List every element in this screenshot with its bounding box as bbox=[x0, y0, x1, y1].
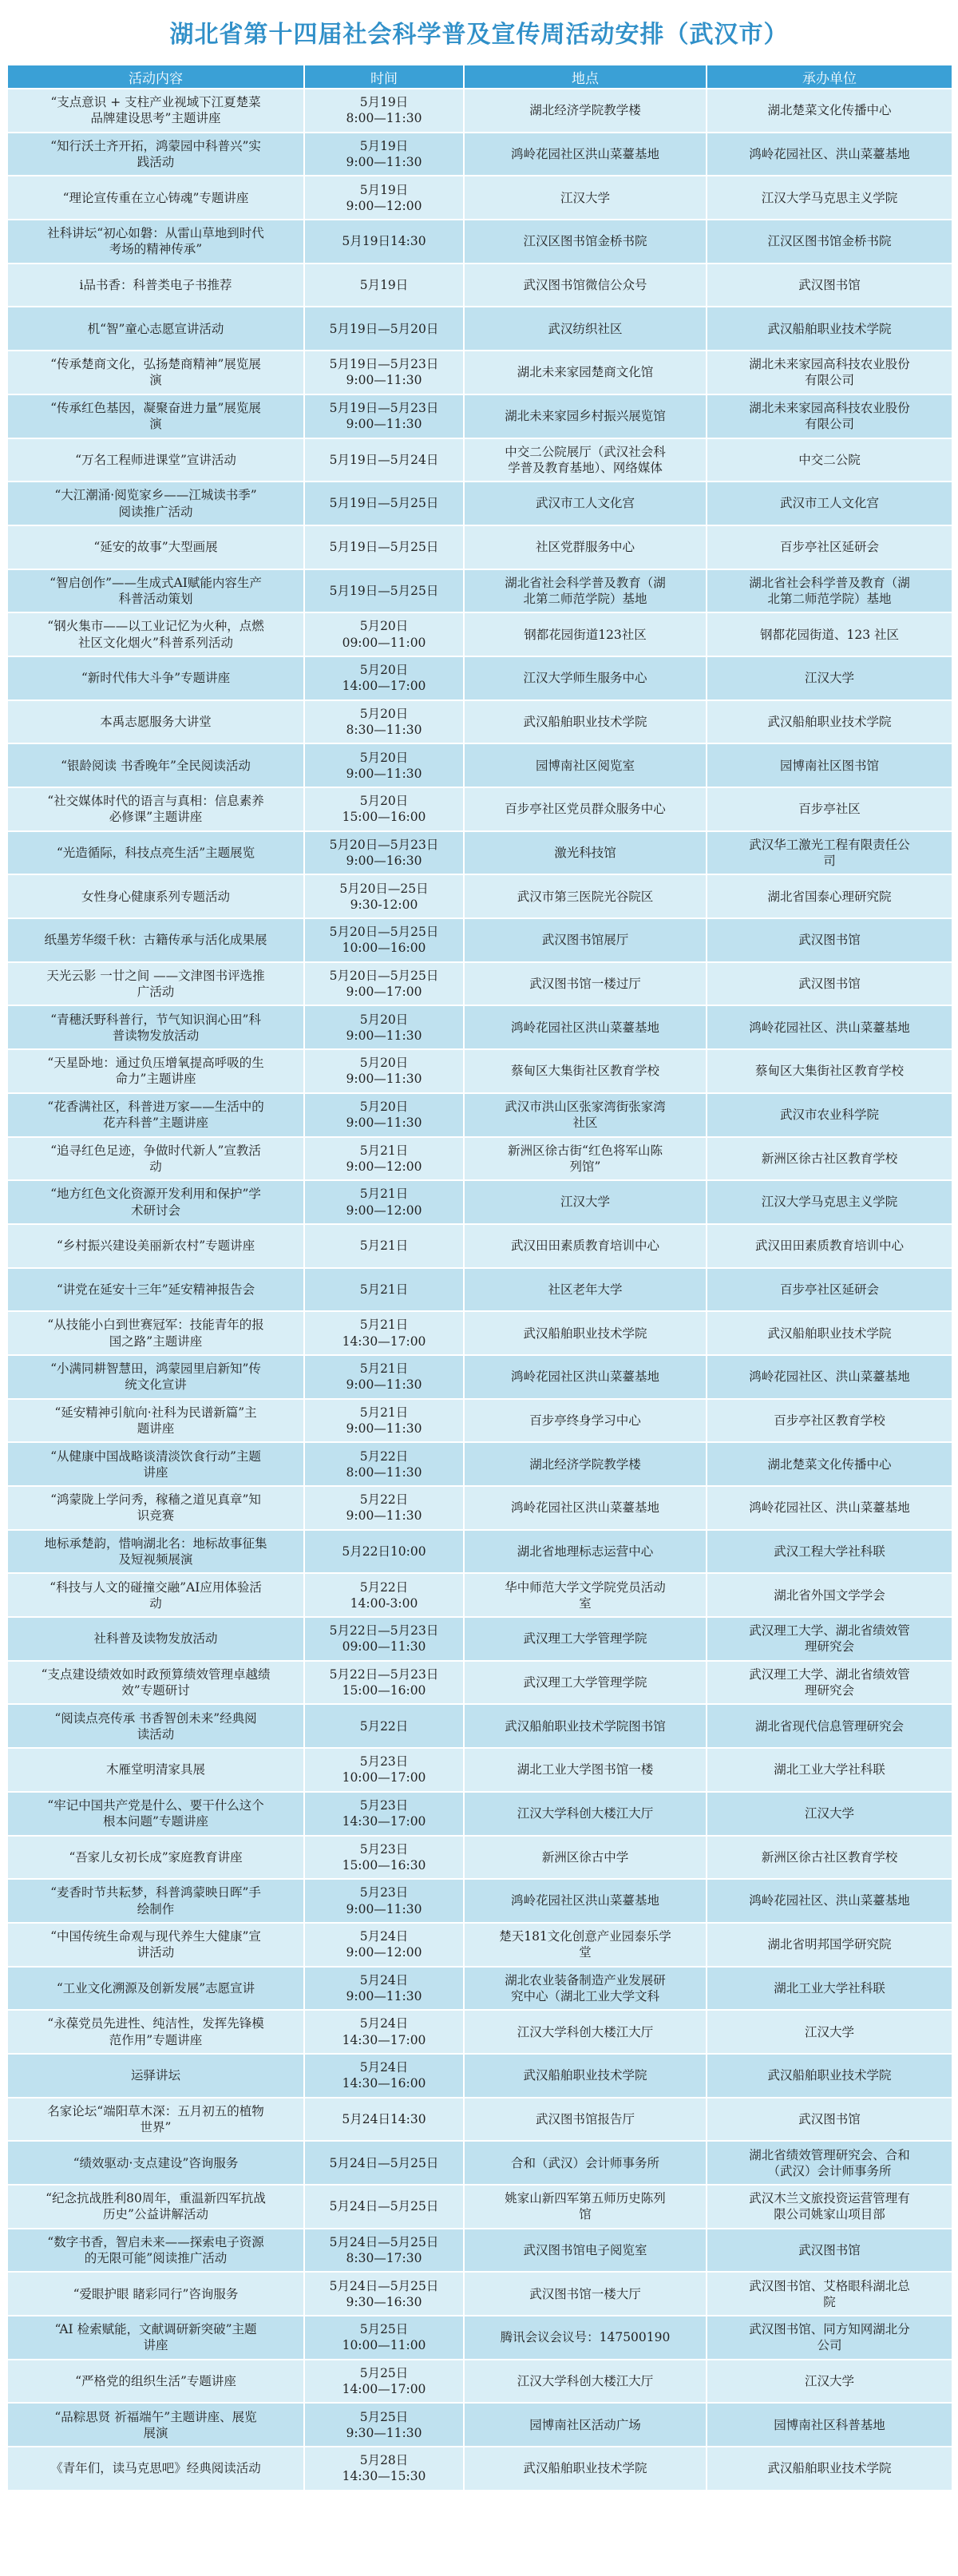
time-cell: 5月21日 9:00—12:00 bbox=[304, 1180, 464, 1224]
time-cell: 5月20日—5月23日 9:00—16:30 bbox=[304, 831, 464, 875]
table-row bbox=[7, 1748, 952, 1792]
activity-cell: “支点建设绩效如时政预算绩效管理卓越绩 效”专题研讨 bbox=[7, 1661, 304, 1705]
table-row bbox=[7, 1661, 952, 1705]
table-row bbox=[7, 1792, 952, 1836]
location-cell: 激光科技馆 bbox=[464, 831, 707, 875]
activity-cell: “新时代伟大斗争”专题讲座 bbox=[7, 656, 304, 700]
time-cell: 5月20日—5月25日 10:00—16:00 bbox=[304, 918, 464, 962]
time-cell: 5月19日 9:00—11:30 bbox=[304, 133, 464, 176]
table-row bbox=[7, 2316, 952, 2360]
location-cell: 武汉理工大学管理学院 bbox=[464, 1617, 707, 1661]
column-header-time: 时间 bbox=[304, 65, 464, 89]
organizer-cell: 湖北省外国文学学会 bbox=[707, 1573, 952, 1617]
location-cell: 武汉图书馆电子阅览室 bbox=[464, 2229, 707, 2273]
table-row bbox=[7, 133, 952, 176]
table-row bbox=[7, 220, 952, 264]
activity-cell: “传承红色基因，凝聚奋进力量”展览展 演 bbox=[7, 394, 304, 438]
organizer-cell: 鸿岭花园社区、洪山菜薹基地 bbox=[707, 1486, 952, 1530]
time-cell: 5月20日 15:00—16:00 bbox=[304, 787, 464, 831]
table-row bbox=[7, 89, 952, 133]
location-cell: 园博南社区阅览室 bbox=[464, 743, 707, 787]
organizer-cell: 鸿岭花园社区、洪山菜薹基地 bbox=[707, 1005, 952, 1049]
location-cell: 鸿岭花园社区洪山菜薹基地 bbox=[464, 1355, 707, 1399]
location-cell: 合和（武汉）会计师事务所 bbox=[464, 2141, 707, 2185]
location-cell: 江汉大学科创大楼江大厅 bbox=[464, 1792, 707, 1836]
table-row bbox=[7, 525, 952, 569]
activity-cell: “数字书香，智启未来——探索电子资源 的无限可能”阅读推广活动 bbox=[7, 2229, 304, 2273]
activity-cell: “天星卧地：通过负压增氧提高呼吸的生 命力”主题讲座 bbox=[7, 1049, 304, 1093]
table-row bbox=[7, 2272, 952, 2316]
organizer-cell: 中交二公院 bbox=[707, 438, 952, 482]
activity-cell: “吾家儿女初长成”家庭教育讲座 bbox=[7, 1836, 304, 1880]
time-cell: 5月24日—5月25日 8:30—17:30 bbox=[304, 2229, 464, 2273]
location-cell: 姚家山新四军第五师历史陈列 馆 bbox=[464, 2185, 707, 2229]
location-cell: 江汉大学 bbox=[464, 176, 707, 220]
location-cell: 腾讯会议会议号：147500190 bbox=[464, 2316, 707, 2360]
activity-cell: “追寻红色足迹，争做时代新人”宣教活 动 bbox=[7, 1137, 304, 1181]
location-cell: 百步亭终身学习中心 bbox=[464, 1399, 707, 1443]
organizer-cell: 湖北省社会科学普及教育（湖 北第二师范学院）基地 bbox=[707, 569, 952, 613]
activity-cell: “麦香时节共耘梦，科普鸿蒙映日晖”手 绘制作 bbox=[7, 1879, 304, 1923]
table-row bbox=[7, 394, 952, 438]
location-cell: 武汉船舶职业技术学院 bbox=[464, 2447, 707, 2491]
location-cell: 新洲区徐古街“红色将军山陈 列馆” bbox=[464, 1137, 707, 1181]
activity-cell: “花香满社区，科普进万家——生活中的 花卉科普”主题讲座 bbox=[7, 1093, 304, 1137]
organizer-cell: 园博南社区图书馆 bbox=[707, 743, 952, 787]
location-cell: 武汉图书馆报告厅 bbox=[464, 2098, 707, 2142]
organizer-cell: 武汉图书馆 bbox=[707, 2229, 952, 2273]
location-cell: 武汉图书馆展厅 bbox=[464, 918, 707, 962]
time-cell: 5月24日 14:30—17:00 bbox=[304, 2010, 464, 2054]
table-header-row bbox=[7, 65, 952, 89]
time-cell: 5月22日—5月23日 09:00—11:30 bbox=[304, 1617, 464, 1661]
organizer-cell: 湖北省现代信息管理研究会 bbox=[707, 1704, 952, 1748]
activity-cell: “地方红色文化资源开发利用和保护”学 术研讨会 bbox=[7, 1180, 304, 1224]
location-cell: 鸿岭花园社区洪山菜薹基地 bbox=[464, 1005, 707, 1049]
time-cell: 5月19日—5月25日 bbox=[304, 482, 464, 525]
time-cell: 5月21日 bbox=[304, 1224, 464, 1268]
table-row bbox=[7, 2403, 952, 2447]
location-cell: 武汉图书馆一楼过厅 bbox=[464, 962, 707, 1006]
activity-cell: “从技能小白到世赛冠军：技能青年的报 国之路”主题讲座 bbox=[7, 1311, 304, 1355]
table-row bbox=[7, 307, 952, 351]
organizer-cell: 江汉大学 bbox=[707, 2010, 952, 2054]
table-row bbox=[7, 1573, 952, 1617]
location-cell: 江汉大学科创大楼江大厅 bbox=[464, 2360, 707, 2404]
location-cell: 武汉图书馆微信公众号 bbox=[464, 264, 707, 307]
organizer-cell: 武汉船舶职业技术学院 bbox=[707, 700, 952, 744]
activity-cell: “小满同耕智慧田，鸿蒙园里启新知”传 统文化宣讲 bbox=[7, 1355, 304, 1399]
activity-schedule-table bbox=[6, 64, 953, 2491]
location-cell: 武汉理工大学管理学院 bbox=[464, 1661, 707, 1705]
activity-cell: “银龄阅读 书香晚年”全民阅读活动 bbox=[7, 743, 304, 787]
organizer-cell: 江汉大学 bbox=[707, 2360, 952, 2404]
table-row bbox=[7, 1049, 952, 1093]
organizer-cell: 武汉图书馆 bbox=[707, 962, 952, 1006]
time-cell: 5月21日 9:00—11:30 bbox=[304, 1399, 464, 1443]
table-row bbox=[7, 2360, 952, 2404]
location-cell: 武汉市第三医院光谷院区 bbox=[464, 874, 707, 918]
table-row bbox=[7, 1617, 952, 1661]
time-cell: 5月19日—5月24日 bbox=[304, 438, 464, 482]
activity-cell: 地标承楚韵，惜响湖北名：地标故事征集 及短视频展演 bbox=[7, 1530, 304, 1574]
location-cell: 湖北未来家园楚商文化馆 bbox=[464, 351, 707, 394]
location-cell: 武汉船舶职业技术学院 bbox=[464, 2054, 707, 2098]
organizer-cell: 湖北楚菜文化传播中心 bbox=[707, 89, 952, 133]
organizer-cell: 百步亭社区延研会 bbox=[707, 1268, 952, 1312]
table-row bbox=[7, 1967, 952, 2011]
organizer-cell: 江汉大学马克思主义学院 bbox=[707, 1180, 952, 1224]
activity-cell: “讲党在延安十三年”延安精神报告会 bbox=[7, 1268, 304, 1312]
table-row bbox=[7, 1311, 952, 1355]
table-row bbox=[7, 2098, 952, 2142]
activity-cell: “知行沃土齐开拓，鸿蒙园中科普兴”实 践活动 bbox=[7, 133, 304, 176]
organizer-cell: 武汉市工人文化宫 bbox=[707, 482, 952, 525]
location-cell: 鸿岭花园社区洪山菜薹基地 bbox=[464, 1486, 707, 1530]
table-row bbox=[7, 743, 952, 787]
table-row bbox=[7, 656, 952, 700]
location-cell: 武汉市洪山区张家湾街张家湾 社区 bbox=[464, 1093, 707, 1137]
location-cell: 湖北工业大学图书馆一楼 bbox=[464, 1748, 707, 1792]
activity-cell: “支点意识 + 支柱产业视域下江夏楚菜 品牌建设思考”主题讲座 bbox=[7, 89, 304, 133]
activity-cell: “光造循际，科技点亮生活”主题展览 bbox=[7, 831, 304, 875]
activity-cell: “延安的故事”大型画展 bbox=[7, 525, 304, 569]
column-header-location: 地点 bbox=[464, 65, 707, 89]
activity-cell: “科技与人文的碰撞交融”AI应用体验活 动 bbox=[7, 1573, 304, 1617]
time-cell: 5月23日 14:30—17:00 bbox=[304, 1792, 464, 1836]
column-header-organizer: 承办单位 bbox=[707, 65, 952, 89]
organizer-cell: 新洲区徐古社区教育学校 bbox=[707, 1137, 952, 1181]
organizer-cell: 江汉大学 bbox=[707, 656, 952, 700]
location-cell: 武汉市工人文化宫 bbox=[464, 482, 707, 525]
location-cell: 湖北经济学院教学楼 bbox=[464, 89, 707, 133]
table-row bbox=[7, 1355, 952, 1399]
activity-cell: 纸墨芳华缀千秋：古籍传承与活化成果展 bbox=[7, 918, 304, 962]
table-row bbox=[7, 1486, 952, 1530]
activity-cell: “延安精神引航向·社科为民谱新篇”主 题讲座 bbox=[7, 1399, 304, 1443]
location-cell: 园博南社区活动广场 bbox=[464, 2403, 707, 2447]
location-cell: 武汉船舶职业技术学院 bbox=[464, 1311, 707, 1355]
table-row bbox=[7, 1704, 952, 1748]
table-row bbox=[7, 1224, 952, 1268]
activity-cell: 天光云影 一廿之间 ——文津图书评选推 广活动 bbox=[7, 962, 304, 1006]
table-row bbox=[7, 482, 952, 525]
activity-cell: “爱眼护眼 睹彩同行”咨询服务 bbox=[7, 2272, 304, 2316]
time-cell: 5月19日 bbox=[304, 264, 464, 307]
activity-cell: “鸿蒙陇上学问秀，稼穑之道见真章”知 识竞赛 bbox=[7, 1486, 304, 1530]
activity-cell: 女性身心健康系列专题活动 bbox=[7, 874, 304, 918]
table-row bbox=[7, 1836, 952, 1880]
location-cell: 武汉船舶职业技术学院图书馆 bbox=[464, 1704, 707, 1748]
time-cell: 5月19日—5月23日 9:00—11:30 bbox=[304, 394, 464, 438]
organizer-cell: 湖北省国泰心理研究院 bbox=[707, 874, 952, 918]
time-cell: 5月19日—5月20日 bbox=[304, 307, 464, 351]
time-cell: 5月24日14:30 bbox=[304, 2098, 464, 2142]
table-row bbox=[7, 1005, 952, 1049]
organizer-cell: 武汉图书馆 bbox=[707, 918, 952, 962]
time-cell: 5月19日—5月25日 bbox=[304, 525, 464, 569]
location-cell: 江汉大学科创大楼江大厅 bbox=[464, 2010, 707, 2054]
time-cell: 5月25日 9:30—11:30 bbox=[304, 2403, 464, 2447]
activity-cell: “纪念抗战胜利80周年，重温新四军抗战 历史”公益讲解活动 bbox=[7, 2185, 304, 2229]
table-row bbox=[7, 1137, 952, 1181]
time-cell: 5月19日 9:00—12:00 bbox=[304, 176, 464, 220]
activity-cell: “理论宣传重在立心铸魂”专题讲座 bbox=[7, 176, 304, 220]
location-cell: 楚天181文化创意产业园泰乐学 堂 bbox=[464, 1923, 707, 1967]
activity-cell: “阅读点亮传承 书香智创未来”经典阅 读活动 bbox=[7, 1704, 304, 1748]
organizer-cell: 武汉田田素质教育培训中心 bbox=[707, 1224, 952, 1268]
table-row bbox=[7, 612, 952, 656]
activity-cell: “牢记中国共产党是什么、要干什么这个 根本问题”专题讲座 bbox=[7, 1792, 304, 1836]
organizer-cell: 武汉图书馆 bbox=[707, 2098, 952, 2142]
table-row bbox=[7, 1442, 952, 1486]
organizer-cell: 武汉船舶职业技术学院 bbox=[707, 2054, 952, 2098]
time-cell: 5月25日 14:00—17:00 bbox=[304, 2360, 464, 2404]
activity-cell: “从健康中国战略谈清淡饮食行动”主题 讲座 bbox=[7, 1442, 304, 1486]
organizer-cell: 百步亭社区 bbox=[707, 787, 952, 831]
activity-cell: 《青年们，读马克思吧》经典阅读活动 bbox=[7, 2447, 304, 2491]
table-row bbox=[7, 2141, 952, 2185]
time-cell: 5月22日—5月23日 15:00—16:00 bbox=[304, 1661, 464, 1705]
activity-cell: “工业文化溯源及创新发展”志愿宣讲 bbox=[7, 1967, 304, 2011]
time-cell: 5月22日10:00 bbox=[304, 1530, 464, 1574]
activity-cell: “传承楚商文化，弘扬楚商精神”展览展 演 bbox=[7, 351, 304, 394]
organizer-cell: 鸿岭花园社区、洪山菜薹基地 bbox=[707, 1355, 952, 1399]
location-cell: 蔡甸区大集街社区教育学校 bbox=[464, 1049, 707, 1093]
activity-cell: “智启创作”——生成式AI赋能内容生产 科普活动策划 bbox=[7, 569, 304, 613]
location-cell: 湖北省地理标志运营中心 bbox=[464, 1530, 707, 1574]
time-cell: 5月24日—5月25日 9:30—16:30 bbox=[304, 2272, 464, 2316]
organizer-cell: 武汉图书馆、同方知网湖北分 公司 bbox=[707, 2316, 952, 2360]
time-cell: 5月20日—25日 9:30-12:00 bbox=[304, 874, 464, 918]
location-cell: 武汉图书馆一楼大厅 bbox=[464, 2272, 707, 2316]
organizer-cell: 湖北工业大学社科联 bbox=[707, 1967, 952, 2011]
organizer-cell: 园博南社区科普基地 bbox=[707, 2403, 952, 2447]
organizer-cell: 武汉图书馆 bbox=[707, 264, 952, 307]
location-cell: 钢都花园街道123社区 bbox=[464, 612, 707, 656]
table-row bbox=[7, 2054, 952, 2098]
organizer-cell: 武汉华工激光工程有限责任公 司 bbox=[707, 831, 952, 875]
location-cell: 湖北未来家园乡村振兴展览馆 bbox=[464, 394, 707, 438]
activity-cell: “乡村振兴建设美丽新农村”专题讲座 bbox=[7, 1224, 304, 1268]
time-cell: 5月24日 14:30—16:00 bbox=[304, 2054, 464, 2098]
activity-cell: “钢火集市——以工业记忆为火种，点燃 社区文化烟火”科普系列活动 bbox=[7, 612, 304, 656]
location-cell: 江汉大学 bbox=[464, 1180, 707, 1224]
time-cell: 5月19日—5月23日 9:00—11:30 bbox=[304, 351, 464, 394]
activity-cell: “品粽思贤 祈福端午”主题讲座、展览 展演 bbox=[7, 2403, 304, 2447]
activity-cell: 运驿讲坛 bbox=[7, 2054, 304, 2098]
activity-cell: 机“智”童心志愿宣讲活动 bbox=[7, 307, 304, 351]
table-row bbox=[7, 569, 952, 613]
table-row bbox=[7, 1268, 952, 1312]
activity-cell: “永葆党员先进性、纯洁性，发挥先锋模 范作用”专题讲座 bbox=[7, 2010, 304, 2054]
table-row bbox=[7, 1093, 952, 1137]
table-row bbox=[7, 351, 952, 394]
location-cell: 江汉大学师生服务中心 bbox=[464, 656, 707, 700]
organizer-cell: 武汉木兰文旅投资运营管理有 限公司姚家山项目部 bbox=[707, 2185, 952, 2229]
organizer-cell: 湖北省绩效管理研究会、合和 （武汉）会计师事务所 bbox=[707, 2141, 952, 2185]
organizer-cell: 鸿岭花园社区、洪山菜薹基地 bbox=[707, 1879, 952, 1923]
time-cell: 5月23日 10:00—17:00 bbox=[304, 1748, 464, 1792]
organizer-cell: 鸿岭花园社区、洪山菜薹基地 bbox=[707, 133, 952, 176]
organizer-cell: 蔡甸区大集街社区教育学校 bbox=[707, 1049, 952, 1093]
column-header-activity: 活动内容 bbox=[7, 65, 304, 89]
activity-cell: “绩效驱动·支点建设”咨询服务 bbox=[7, 2141, 304, 2185]
location-cell: 武汉田田素质教育培训中心 bbox=[464, 1224, 707, 1268]
time-cell: 5月20日 9:00—11:30 bbox=[304, 1049, 464, 1093]
page-title: 湖北省第十四届社会科学普及宣传周活动安排（武汉市） bbox=[169, 21, 789, 49]
organizer-cell: 钢都花园街道、123 社区 bbox=[707, 612, 952, 656]
time-cell: 5月21日 9:00—11:30 bbox=[304, 1355, 464, 1399]
time-cell: 5月22日 14:00-3:00 bbox=[304, 1573, 464, 1617]
time-cell: 5月19日—5月25日 bbox=[304, 569, 464, 613]
table-row bbox=[7, 1879, 952, 1923]
table-row bbox=[7, 2229, 952, 2273]
time-cell: 5月21日 9:00—12:00 bbox=[304, 1137, 464, 1181]
location-cell: 新洲区徐古中学 bbox=[464, 1836, 707, 1880]
location-cell: 湖北经济学院教学楼 bbox=[464, 1442, 707, 1486]
time-cell: 5月20日 8:30—11:30 bbox=[304, 700, 464, 744]
table-row bbox=[7, 264, 952, 307]
activity-cell: “严格党的组织生活”专题讲座 bbox=[7, 2360, 304, 2404]
organizer-cell: 武汉图书馆、艾格眼科湖北总 院 bbox=[707, 2272, 952, 2316]
time-cell: 5月24日—5月25日 bbox=[304, 2185, 464, 2229]
organizer-cell: 江汉大学 bbox=[707, 1792, 952, 1836]
table-row bbox=[7, 874, 952, 918]
activity-cell: 名家论坛“端阳草木深：五月初五的植物 世界” bbox=[7, 2098, 304, 2142]
organizer-cell: 武汉船舶职业技术学院 bbox=[707, 307, 952, 351]
table-row bbox=[7, 1923, 952, 1967]
location-cell: 鸿岭花园社区洪山菜薹基地 bbox=[464, 133, 707, 176]
organizer-cell: 百步亭社区延研会 bbox=[707, 525, 952, 569]
activity-cell: i品书香：科普类电子书推荐 bbox=[7, 264, 304, 307]
time-cell: 5月22日 9:00—11:30 bbox=[304, 1486, 464, 1530]
table-row bbox=[7, 2185, 952, 2229]
time-cell: 5月24日—5月25日 bbox=[304, 2141, 464, 2185]
organizer-cell: 湖北省明邦国学研究院 bbox=[707, 1923, 952, 1967]
time-cell: 5月20日 9:00—11:30 bbox=[304, 743, 464, 787]
time-cell: 5月20日 09:00—11:00 bbox=[304, 612, 464, 656]
table-row bbox=[7, 787, 952, 831]
time-cell: 5月23日 9:00—11:30 bbox=[304, 1879, 464, 1923]
location-cell: 湖北省社会科学普及教育（湖 北第二师范学院）基地 bbox=[464, 569, 707, 613]
organizer-cell: 武汉理工大学、湖北省绩效管 理研究会 bbox=[707, 1661, 952, 1705]
time-cell: 5月24日 9:00—12:00 bbox=[304, 1923, 464, 1967]
time-cell: 5月19日14:30 bbox=[304, 220, 464, 264]
organizer-cell: 百步亭社区教育学校 bbox=[707, 1399, 952, 1443]
activity-cell: 本禹志愿服务大讲堂 bbox=[7, 700, 304, 744]
time-cell: 5月21日 14:30—17:00 bbox=[304, 1311, 464, 1355]
time-cell: 5月22日 8:00—11:30 bbox=[304, 1442, 464, 1486]
activity-cell: 社科讲坛“初心如磐：从雷山草地到时代 考场的精神传承” bbox=[7, 220, 304, 264]
time-cell: 5月21日 bbox=[304, 1268, 464, 1312]
time-cell: 5月20日 9:00—11:30 bbox=[304, 1093, 464, 1137]
location-cell: 百步亭社区党员群众服务中心 bbox=[464, 787, 707, 831]
activity-cell: “青穗沃野科普行，节气知识润心田”科 普读物发放活动 bbox=[7, 1005, 304, 1049]
table-row bbox=[7, 1180, 952, 1224]
table-row bbox=[7, 962, 952, 1006]
table-row bbox=[7, 831, 952, 875]
activity-cell: 木雁堂明清家具展 bbox=[7, 1748, 304, 1792]
organizer-cell: 武汉船舶职业技术学院 bbox=[707, 1311, 952, 1355]
activity-cell: “中国传统生命观与现代养生大健康”宣 讲活动 bbox=[7, 1923, 304, 1967]
table-row bbox=[7, 1530, 952, 1574]
time-cell: 5月23日 15:00—16:30 bbox=[304, 1836, 464, 1880]
organizer-cell: 江汉大学马克思主义学院 bbox=[707, 176, 952, 220]
activity-cell: 社科普及读物发放活动 bbox=[7, 1617, 304, 1661]
organizer-cell: 江汉区图书馆金桥书院 bbox=[707, 220, 952, 264]
time-cell: 5月25日 10:00—11:00 bbox=[304, 2316, 464, 2360]
time-cell: 5月24日 9:00—11:30 bbox=[304, 1967, 464, 2011]
organizer-cell: 新洲区徐古社区教育学校 bbox=[707, 1836, 952, 1880]
activity-cell: “社交媒体时代的语言与真相：信息素养 必修课”主题讲座 bbox=[7, 787, 304, 831]
activity-cell: “大江潮涌·阅览家乡——江城读书季” 阅读推广活动 bbox=[7, 482, 304, 525]
organizer-cell: 武汉船舶职业技术学院 bbox=[707, 2447, 952, 2491]
time-cell: 5月22日 bbox=[304, 1704, 464, 1748]
table-row bbox=[7, 176, 952, 220]
time-cell: 5月19日 8:00—11:30 bbox=[304, 89, 464, 133]
organizer-cell: 湖北楚菜文化传播中心 bbox=[707, 1442, 952, 1486]
table-row bbox=[7, 438, 952, 482]
time-cell: 5月20日—5月25日 9:00—17:00 bbox=[304, 962, 464, 1006]
organizer-cell: 武汉理工大学、湖北省绩效管 理研究会 bbox=[707, 1617, 952, 1661]
table-row bbox=[7, 700, 952, 744]
activity-cell: “AI 检索赋能，文献调研新突破”主题 讲座 bbox=[7, 2316, 304, 2360]
table-body bbox=[7, 89, 952, 2491]
location-cell: 中交二公院展厅（武汉社会科 学普及教育基地）、网络媒体 bbox=[464, 438, 707, 482]
time-cell: 5月20日 9:00—11:30 bbox=[304, 1005, 464, 1049]
organizer-cell: 湖北未来家园高科技农业股份 有限公司 bbox=[707, 351, 952, 394]
organizer-cell: 湖北未来家园高科技农业股份 有限公司 bbox=[707, 394, 952, 438]
location-cell: 湖北农业装备制造产业发展研 究中心（湖北工业大学文科 bbox=[464, 1967, 707, 2011]
time-cell: 5月20日 14:00—17:00 bbox=[304, 656, 464, 700]
location-cell: 江汉区图书馆金桥书院 bbox=[464, 220, 707, 264]
organizer-cell: 武汉工程大学社科联 bbox=[707, 1530, 952, 1574]
table-row bbox=[7, 918, 952, 962]
location-cell: 鸿岭花园社区洪山菜薹基地 bbox=[464, 1879, 707, 1923]
table-row bbox=[7, 2010, 952, 2054]
location-cell: 武汉船舶职业技术学院 bbox=[464, 700, 707, 744]
time-cell: 5月28日 14:30—15:30 bbox=[304, 2447, 464, 2491]
location-cell: 社区老年大学 bbox=[464, 1268, 707, 1312]
location-cell: 社区党群服务中心 bbox=[464, 525, 707, 569]
table-row bbox=[7, 2447, 952, 2491]
location-cell: 华中师范大学文学院党员活动 室 bbox=[464, 1573, 707, 1617]
organizer-cell: 武汉市农业科学院 bbox=[707, 1093, 952, 1137]
activity-cell: “万名工程师进课堂”宣讲活动 bbox=[7, 438, 304, 482]
table-row bbox=[7, 1399, 952, 1443]
organizer-cell: 湖北工业大学社科联 bbox=[707, 1748, 952, 1792]
location-cell: 武汉纺织社区 bbox=[464, 307, 707, 351]
